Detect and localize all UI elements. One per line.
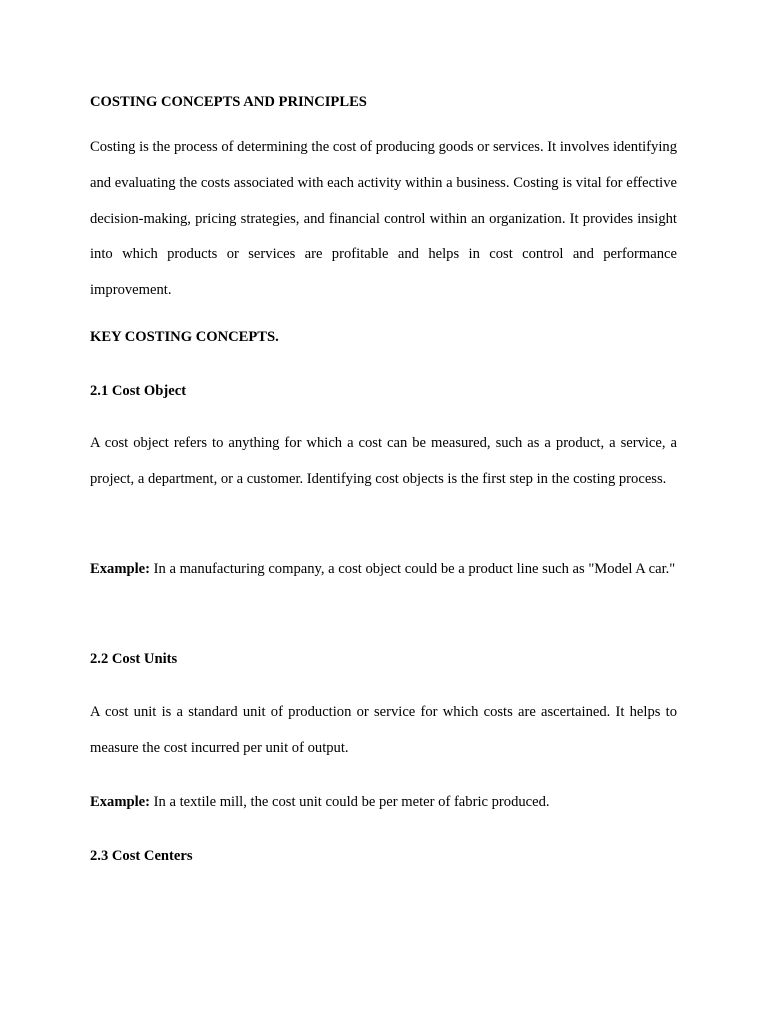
intro-paragraph: Costing is the process of determining the cost of producing goods or services. It involves identifying and evaluating the costs associated with each activity within a business. Costing is vital for effective decision-making, pricing strategies, and financial control within an organization. It provides insight into which products or services are profitable and helps in cost control and performance improvement. [90, 139, 677, 299]
cost-object-example [90, 552, 677, 588]
example-label: Example: [90, 794, 150, 810]
example-text: In a manufacturing company, a cost object could be a product line such as "Model A car." [150, 561, 676, 577]
section-heading-cost-object: 2.1 Cost Object [90, 383, 187, 399]
cost-object-paragraph: A cost object refers to anything for which a cost can be measured, such as a product, a service, a project, a department, or a customer. Identifying cost objects is the first step in the costing process. [90, 435, 677, 487]
document-title: COSTING CONCEPTS AND PRINCIPLES [90, 94, 367, 110]
section-heading-cost-centers: 2.3 Cost Centers [90, 848, 193, 864]
cost-units-paragraph: A cost unit is a standard unit of production or service for which costs are ascertained. It helps to measure the cost incurred per unit of output. [90, 704, 677, 756]
cost-units-example [90, 792, 677, 812]
example-text: In a textile mill, the cost unit could be per meter of fabric produced. [150, 794, 550, 810]
section-heading-cost-units: 2.2 Cost Units [90, 651, 178, 667]
example-label: Example: [90, 561, 150, 577]
key-concepts-heading: KEY COSTING CONCEPTS. [90, 329, 279, 345]
